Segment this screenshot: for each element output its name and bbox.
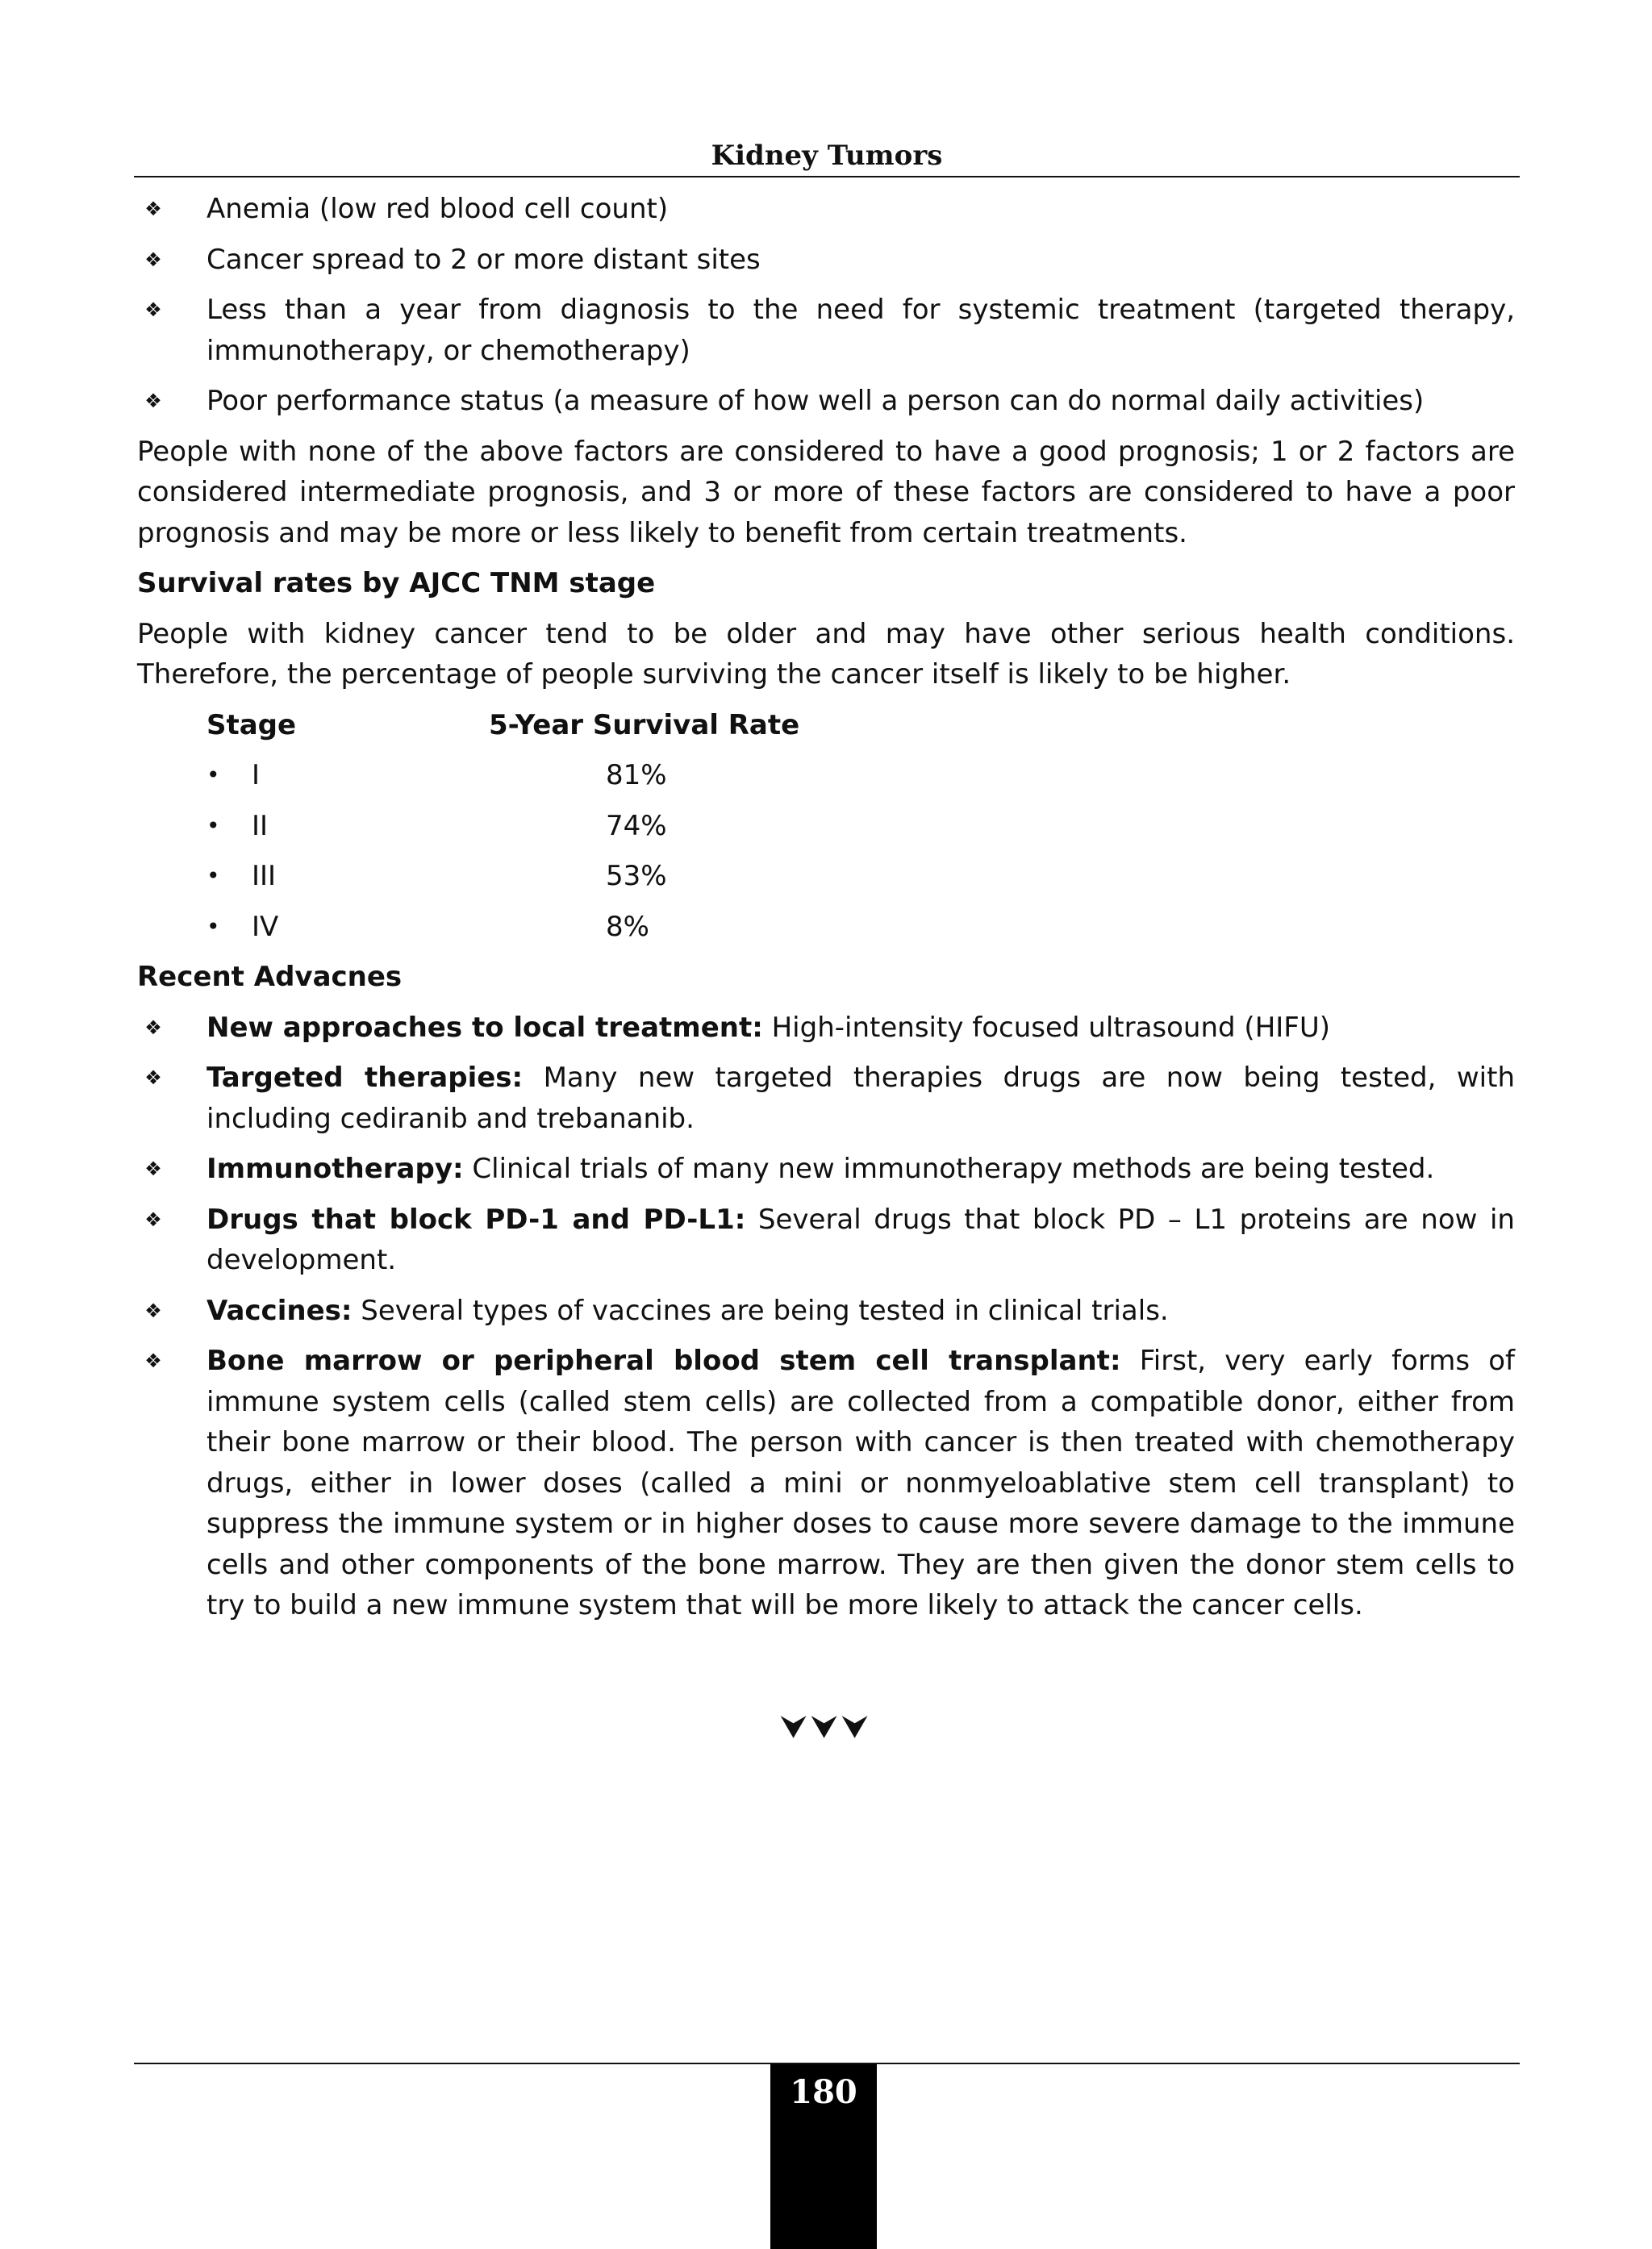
survival-table-header <box>206 705 1515 746</box>
page-body <box>137 189 1515 1636</box>
diamond-bullet-icon: ❖ <box>144 1016 162 1039</box>
advance-text: Clinical trials of many new immunotherapy methods are being tested. <box>463 1153 1435 1185</box>
section-end-ornament-icon: ⮟⮟⮟ <box>780 1709 872 1746</box>
advance-term: Bone marrow or peripheral blood stem cell transplant: <box>206 1345 1121 1377</box>
risk-factor-list <box>137 189 1515 422</box>
stage-cell: II <box>252 809 269 842</box>
stage-cell: III <box>252 860 277 892</box>
rate-cell: 81% <box>606 759 667 791</box>
advance-text: Many new targeted therapies drugs are now being tested, with including cediranib and trebananib. <box>206 1062 1515 1135</box>
list-item <box>137 290 1515 371</box>
running-header-title: Kidney Tumors <box>711 140 943 172</box>
diamond-bullet-icon: ❖ <box>144 298 162 321</box>
list-item <box>137 1341 1515 1626</box>
advance-term: Immunotherapy: <box>206 1153 464 1185</box>
diamond-bullet-icon: ❖ <box>144 198 162 220</box>
rate-column-header: 5-Year Survival Rate <box>489 708 800 741</box>
advance-text: High-intensity focused ultrasound (HIFU) <box>762 1011 1330 1044</box>
advance-text: Several types of vaccines are being tested in clinical trials. <box>352 1294 1169 1327</box>
diamond-bullet-icon: ❖ <box>144 1350 162 1372</box>
bullet-dot-icon: • <box>206 812 220 839</box>
diamond-bullet-icon: ❖ <box>144 248 162 271</box>
list-item <box>137 1200 1515 1281</box>
rate-cell: 8% <box>606 910 649 943</box>
rate-cell: 74% <box>606 809 667 842</box>
list-item <box>137 240 1515 281</box>
diamond-bullet-icon: ❖ <box>144 1066 162 1089</box>
bullet-dot-icon: • <box>206 912 220 940</box>
survival-heading: Survival rates by AJCC TNM stage <box>137 567 656 599</box>
list-item <box>137 1149 1515 1190</box>
advance-term: Vaccines: <box>206 1294 353 1327</box>
stage-column-header: Stage <box>206 708 297 741</box>
stage-cell: IV <box>252 910 279 943</box>
list-item-text: Poor performance status (a measure of how well a person can do normal daily activities) <box>206 385 1425 417</box>
bullet-dot-icon: • <box>206 862 220 889</box>
stage-cell: I <box>252 759 261 791</box>
advance-text: Several drugs that block PD – L1 proteins are now in development. <box>206 1203 1515 1276</box>
advances-list <box>137 1008 1515 1626</box>
list-item <box>137 1291 1515 1332</box>
table-row <box>206 907 1515 948</box>
header-rule <box>134 176 1520 177</box>
page-number: 180 <box>770 2064 877 2249</box>
table-row <box>206 806 1515 847</box>
list-item-text: Cancer spread to 2 or more distant sites <box>206 243 761 276</box>
diamond-bullet-icon: ❖ <box>144 1208 162 1231</box>
list-item <box>137 1058 1515 1139</box>
diamond-bullet-icon: ❖ <box>144 1299 162 1322</box>
list-item-text: Anemia (low red blood cell count) <box>206 193 669 225</box>
list-item <box>137 189 1515 230</box>
diamond-bullet-icon: ❖ <box>144 1158 162 1180</box>
rate-cell: 53% <box>606 860 667 892</box>
survival-intro: People with kidney cancer tend to be older and may have other serious health conditions. Therefore, the percentage of people surviving the cancer itself is likely to be higher. <box>137 617 1515 691</box>
bullet-dot-icon: • <box>206 761 220 788</box>
advance-term: New approaches to local treatment: <box>206 1011 763 1044</box>
survival-table <box>206 705 1515 948</box>
table-row <box>206 856 1515 897</box>
advance-term: Drugs that block PD-1 and PD-L1: <box>206 1203 746 1236</box>
list-item-text: Less than a year from diagnosis to the need for systemic treatment (targeted therapy, immunotherapy, or chemotherapy) <box>206 294 1515 367</box>
advance-term: Targeted therapies: <box>206 1062 524 1094</box>
advances-heading: Recent Advacnes <box>137 961 403 993</box>
advance-text: First, very early forms of immune system cells (called stem cells) are collected from a compatible donor, either from their bone marrow or their blood. The person with cancer is then treated with chemotherapy drugs, either in lower doses (called a mini or nonmyeloablative stem cell transplant) to suppress the immune system or in higher doses to cause more severe damage to the immune cells and other components of the bone marrow. They are then given the donor stem cells to try to build a new immune system that will be more likely to attack the cancer cells. <box>206 1345 1516 1621</box>
table-row <box>206 755 1515 796</box>
diamond-bullet-icon: ❖ <box>144 390 162 412</box>
list-item <box>137 1008 1515 1049</box>
prognosis-paragraph: People with none of the above factors are considered to have a good prognosis; 1 or 2 factors are considered intermediate prognosis, and 3 or more of these factors are considered to have a poor prognosis and may be more or less likely to benefit from certain treatments. <box>137 435 1515 549</box>
list-item <box>137 381 1515 422</box>
